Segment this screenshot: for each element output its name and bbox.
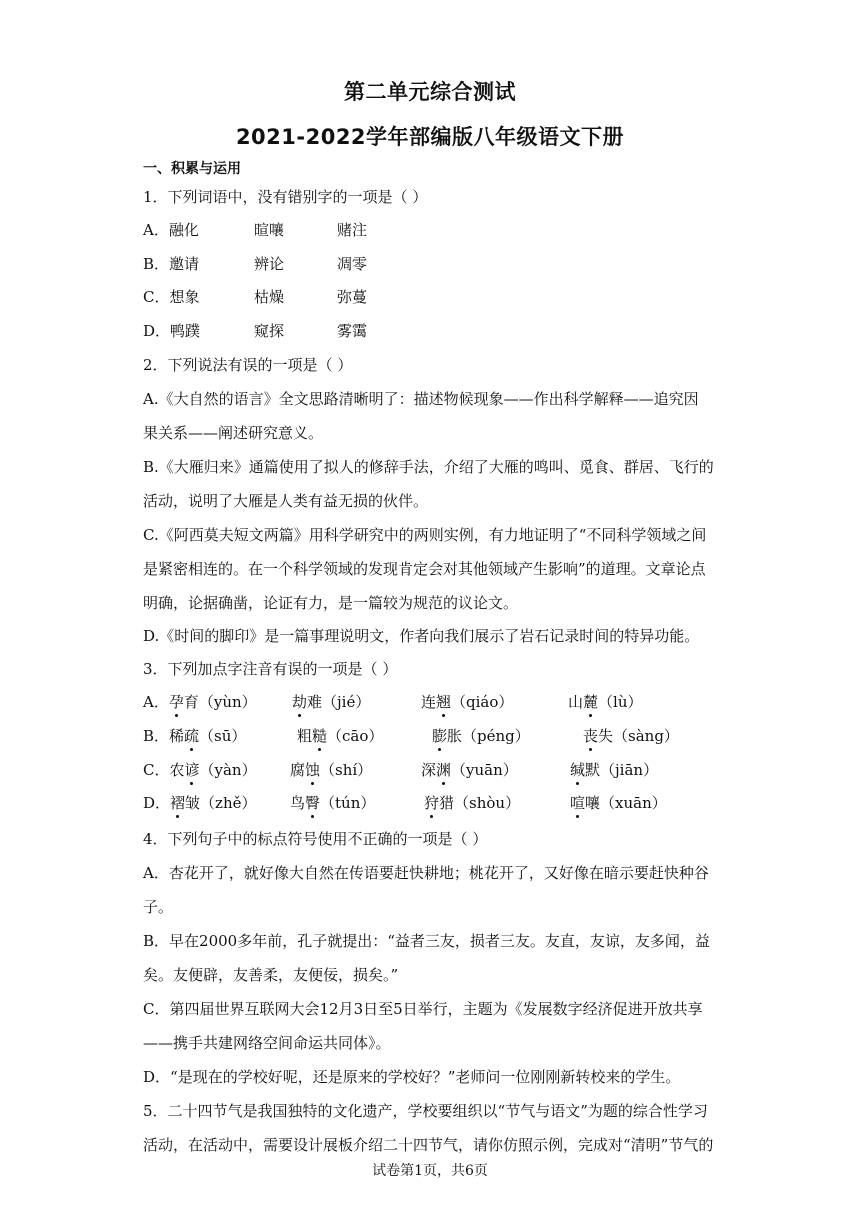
q1-option-d-word: 窥探 bbox=[254, 322, 285, 340]
dotted-char: 膨 bbox=[432, 727, 448, 745]
q4-text-line: D．“是现在的学校好呢，还是原来的学校好？”老师问一位刚刚新转校来的学生。 bbox=[143, 1068, 681, 1086]
dotted-char: 孕 bbox=[168, 693, 184, 711]
exam-title: 第二单元综合测试 bbox=[344, 80, 516, 104]
q3-item: 连翘（qiáo） bbox=[421, 693, 514, 711]
q4-text-line: 子。 bbox=[143, 898, 174, 916]
question-2-stem: 2．下列说法有误的一项是（ ） bbox=[143, 356, 353, 374]
q3-item: 粗糙（cāo） bbox=[297, 727, 384, 745]
q1-option-b-word: 辨论 bbox=[254, 255, 285, 273]
q2-text-line: D.《时间的脚印》是一篇事理说明文，作者向我们展示了岩石记录时间的特异功能。 bbox=[143, 627, 700, 645]
q1-option-a-word: 赌注 bbox=[337, 221, 368, 239]
q1-option-c-word: 弥蔓 bbox=[337, 288, 368, 306]
q3-item: 深渊（yuān） bbox=[421, 761, 518, 779]
dotted-char: 谚 bbox=[184, 761, 200, 779]
q4-text-line: A．杏花开了，就好像大自然在传语要赶快耕地；桃花开了，又好像在暗示要赶快种谷 bbox=[143, 864, 709, 882]
q1-option-d: D．鸭蹼 bbox=[143, 322, 201, 340]
q3-item: 劫难（jié） bbox=[292, 693, 371, 711]
q1-option-b: B．邀请 bbox=[143, 255, 200, 273]
q3-item: 狩猎（shòu） bbox=[424, 794, 521, 812]
dotted-char: 蚀 bbox=[305, 761, 321, 779]
q1-option-a-word: 暄嚷 bbox=[254, 221, 285, 239]
q3-item: 鸟臀（tún） bbox=[290, 794, 376, 812]
q1-option-c: C．想象 bbox=[143, 288, 200, 306]
dotted-char: 丧 bbox=[583, 727, 599, 745]
q4-text-line: ——携手共建网络空间命运共同体》。 bbox=[143, 1034, 391, 1052]
dotted-char: 劫 bbox=[292, 693, 308, 711]
question-4-stem: 4．下列句子中的标点符号使用不正确的一项是（ ） bbox=[143, 830, 488, 848]
q3-item: C．农谚（yàn） bbox=[143, 761, 257, 779]
q2-text-line: 活动，说明了大雁是人类有益无损的伙伴。 bbox=[143, 492, 429, 510]
q2-text-line: 是紧密相连的。在一个科学领域的发现肯定会对其他领域产生影响”的道理。文章论点 bbox=[143, 560, 706, 578]
dotted-char: 渊 bbox=[436, 761, 452, 779]
page-footer: 试卷第1页，共6页 bbox=[372, 1163, 488, 1179]
dotted-char: 糙 bbox=[312, 727, 328, 745]
q1-option-a: A．融化 bbox=[143, 221, 199, 239]
q3-item: 膨胀（péng） bbox=[432, 727, 530, 745]
q3-item: 山麓（lù） bbox=[568, 693, 643, 711]
q2-text-line: 明确，论据确凿，论证有力，是一篇较为规范的议论文。 bbox=[143, 594, 519, 612]
q3-item: D．褶皱（zhě） bbox=[143, 794, 257, 812]
q3-item: 喧嚷（xuān） bbox=[570, 794, 667, 812]
section-heading: 一、积累与运用 bbox=[143, 161, 241, 177]
exam-subtitle: 2021-2022学年部编版八年级语文下册 bbox=[235, 125, 625, 149]
q3-item: 腐蚀（shí） bbox=[290, 761, 373, 779]
dotted-char: 喧 bbox=[570, 794, 586, 812]
q5-text-line: 活动，在活动中，需要设计展板介绍二十四节气，请你仿照示例，完成对“清明”节气的 bbox=[143, 1136, 714, 1154]
q3-item: 丧失（sàng） bbox=[583, 727, 679, 745]
dotted-char: 缄 bbox=[570, 761, 586, 779]
question-3-stem: 3．下列加点字注音有误的一项是（ ） bbox=[143, 660, 398, 678]
q4-text-line: B．早在2000多年前，孔子就提出：“益者三友，损者三友。友直，友谅，友多闻，益 bbox=[143, 932, 710, 950]
q3-item: 缄默（jiān） bbox=[570, 761, 659, 779]
dotted-char: 狩 bbox=[424, 794, 440, 812]
q2-text-line: C.《阿西莫夫短文两篇》用科学研究中的两则实例，有力地证明了“不同科学领域之间 bbox=[143, 526, 707, 544]
q4-text-line: 矣。友便辟，友善柔，友便佞，损矣。” bbox=[143, 966, 399, 984]
question-1-stem: 1．下列词语中，没有错别字的一项是（ ） bbox=[143, 188, 428, 206]
q1-option-d-word: 雾霭 bbox=[337, 322, 368, 340]
q2-text-line: B.《大雁归来》通篇使用了拟人的修辞手法，介绍了大雁的鸣叫、觅食、群居、飞行的 bbox=[143, 458, 714, 476]
q4-text-line: C．第四届世界互联网大会12月3日至5日举行，主题为《发展数字经济促进开放共享 bbox=[143, 1000, 703, 1018]
q1-option-c-word: 枯燥 bbox=[254, 288, 285, 306]
question-5-stem: 5．二十四节气是我国独特的文化遗产，学校要组织以“节气与语文”为题的综合性学习 bbox=[143, 1102, 708, 1120]
dotted-char: 翘 bbox=[436, 693, 452, 711]
dotted-char: 臀 bbox=[305, 794, 321, 812]
q2-text-line: A.《大自然的语言》全文思路清晰明了：描述物候现象——作出科学解释——追究因 bbox=[143, 390, 699, 408]
dotted-char: 疏 bbox=[184, 727, 200, 745]
dotted-char: 褶 bbox=[170, 794, 186, 812]
q1-option-b-word: 凋零 bbox=[337, 255, 368, 273]
q2-text-line: 果关系——阐述研究意义。 bbox=[143, 424, 324, 442]
q3-item: B．稀疏（sū） bbox=[143, 727, 247, 745]
dotted-char: 麓 bbox=[583, 693, 599, 711]
q3-item: A．孕育（yùn） bbox=[143, 693, 257, 711]
